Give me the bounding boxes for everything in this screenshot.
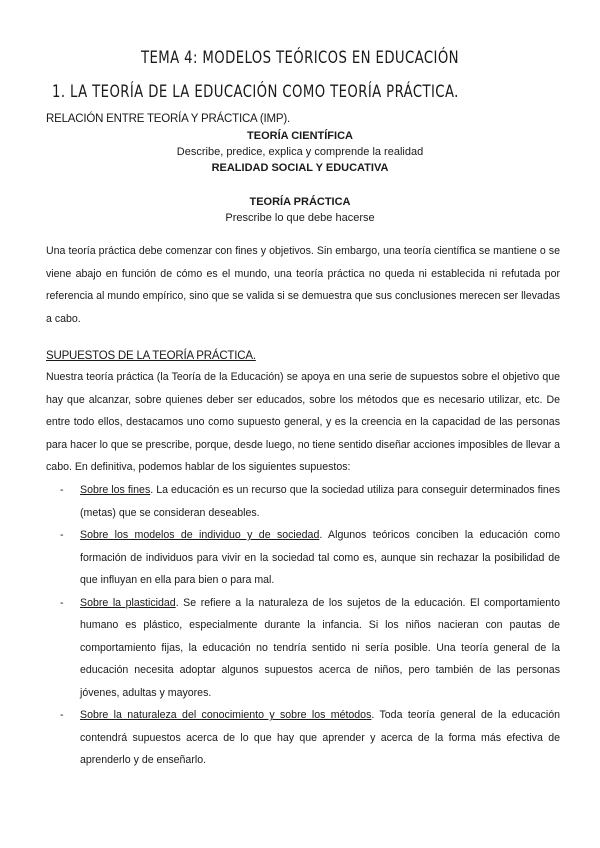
social-reality-label: REALIDAD SOCIAL Y EDUCATIVA — [211, 162, 389, 174]
supuestos-list — [60, 479, 560, 772]
scientific-title: TEORÍA CIENTÍFICA — [247, 130, 353, 142]
list-item — [60, 592, 560, 705]
bullet-label: Sobre los modelos de individuo y de sociedad — [80, 529, 320, 541]
list-item — [60, 479, 560, 524]
bullet-text: . Toda teoría general de la educación contendrá supuestos acerca de lo que hay que aprender y acerca de la forma más efectiva de aprenderlo y de enseñarlo. — [80, 709, 560, 766]
list-item — [60, 704, 560, 772]
scientific-description: Describe, predice, explica y comprende la realidad — [176, 146, 424, 158]
theory-scientific-block — [0, 128, 600, 176]
bullet-text: . Se refiere a la naturaleza de los sujetos de la educación. El comportamiento humano es plástico, especialmente durante la infancia. Si los niños nacieran con pautas de comportamiento fijas, la educación no tendría sentido ni sería posible. Una teoría general de la educación necesita adoptar algunos supuestos acerca de niños, pero también de las personas jóvenes, adultas y mayores. — [80, 596, 560, 699]
relacion-heading: RELACIÓN ENTRE TEORÍA Y PRÁCTICA (IMP). — [46, 113, 290, 125]
supuestos-heading: SUPUESTOS DE LA TEORÍA PRÁCTICA. — [46, 350, 256, 362]
section-title: 1. LA TEORÍA DE LA EDUCACIÓN COMO TEORÍA PRÁCTICA. — [52, 82, 459, 102]
practical-description: Prescribe lo que debe hacerse — [225, 212, 375, 224]
bullet-label: Sobre la plasticidad — [80, 596, 176, 609]
main-title: TEMA 4: MODELOS TEÓRICOS EN EDUCACIÓN — [140, 48, 459, 68]
supuestos-paragraph: Nuestra teoría práctica (la Teoría de la Educación) se apoya en una serie de supuestos sobre el objetivo que hay que alcanzar, sobre quienes deber ser educados, sobre los métodos que es necesario utilizar, etc. De entre todo ellos, destacamos uno como supuesto general, y es la creencia en la capacidad de las personas para hacer lo que se prescribe, porque, desde luego, no tiene sentido diseñar acciones imposibles de llevar a cabo. En definitiva, podemos hablar de los siguientes supuestos: — [46, 371, 560, 473]
bullet-dash: - — [60, 596, 64, 609]
intro-paragraph: Una teoría práctica debe comenzar con fines y objetivos. Sin embargo, una teoría científica se mantiene o se viene abajo en función de cómo es el mundo, una teoría práctica no queda ni establecida ni refutada por referencia al mundo empírico, sino que se valida si se demuestra que sus conclusiones merecen ser llevadas a cabo. — [46, 245, 560, 325]
theory-practical-block — [0, 194, 600, 226]
practical-title: TEORÍA PRÁCTICA — [249, 196, 351, 208]
bullet-dash: - — [60, 709, 64, 721]
bullet-dash: - — [60, 484, 64, 496]
bullet-text: . Algunos teóricos conciben la educación como formación de individuos para vivir en la sociedad tal como es, aunque sin rechazar la posibilidad de que influyan en ella para bien o para mal. — [80, 529, 561, 586]
bullet-dash: - — [60, 529, 64, 541]
bullet-text: . La educación es un recurso que la sociedad utiliza para conseguir determinados fines (metas) que se consideran deseables. — [80, 484, 561, 519]
list-item — [60, 524, 560, 592]
bullet-label: Sobre la naturaleza del conocimiento y sobre los métodos — [80, 709, 372, 721]
bullet-label: Sobre los fines — [80, 484, 151, 496]
